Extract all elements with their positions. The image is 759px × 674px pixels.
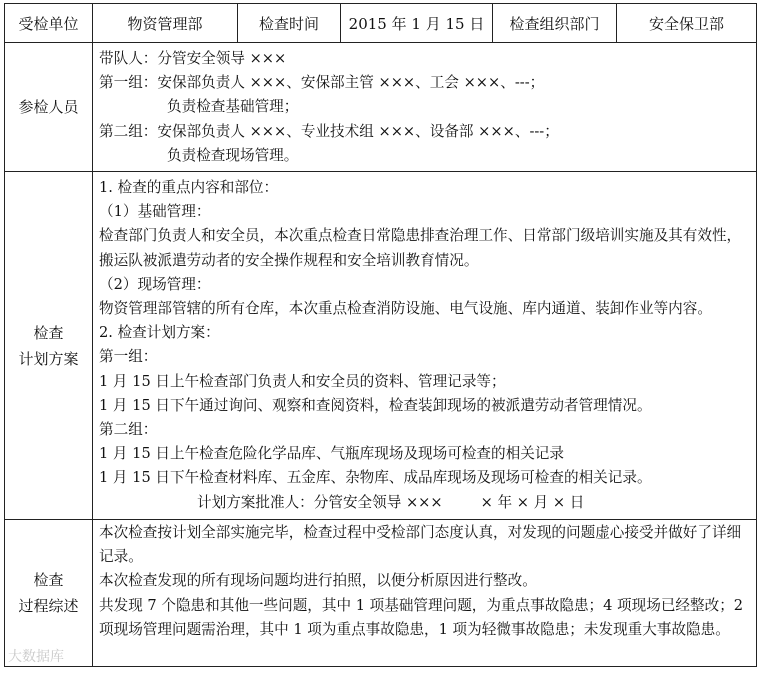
process-content — [93, 520, 757, 667]
participants-group2: 第二组：安保部负责人 ×××、专业技术组 ×××、设备部 ×××、---； — [99, 122, 559, 140]
process-label-line2: 过程综述 — [18, 597, 79, 615]
plan-approval-line — [99, 491, 752, 515]
unit-value: 物资管理部 — [93, 4, 238, 43]
process-paragraph: 本次检查按计划全部实施完毕，检查过程中受检部门态度认真，对发现的问题虚心接受并做好了详细记录。 — [99, 524, 742, 566]
plan-line: 1. 检查的重点内容和部位： — [99, 179, 279, 196]
inspection-record-table — [4, 3, 757, 667]
plan-approver: 计划方案批准人：分管安全领导 ××× — [197, 493, 443, 511]
watermark: 大数据库 — [8, 649, 64, 665]
participants-leader: 带队人：分管安全领导 ××× — [99, 50, 287, 67]
participants-group1: 第一组：安保部负责人 ×××、安保部主管 ×××、工会 ×××、---； — [99, 74, 545, 92]
time-value: 2015 年 1 月 15 日 — [341, 4, 493, 43]
process-paragraph: 共发现 7 个隐患和其他一些问题，其中 1 项基础管理问题，为重点事故隐患；4 项现场已经整改；2 项现场管理问题需治理，其中 1 项为重点事故隐患，1 项为轻微事故隐患；未发现重大事故隐患。 — [99, 596, 744, 638]
process-label — [5, 520, 93, 667]
org-value: 安全保卫部 — [617, 4, 757, 43]
plan-paragraph: 检查部门负责人和安全员，本次重点检查日常隐患排查治理工作、日常部门级培训实施及其有效性，搬运队被派遣劳动者的安全操作规程和安全培训教育情况。 — [99, 227, 742, 269]
plan-line: （2）现场管理： — [99, 275, 211, 293]
process-paragraph: 本次检查发现的所有现场问题均进行拍照，以便分析原因进行整改。 — [99, 572, 537, 590]
plan-line: 1 月 15 日下午通过询问、观察和查阅资料，检查装卸现场的被派遣劳动者管理情况。 — [99, 396, 652, 414]
header-row — [5, 4, 757, 43]
plan-line: 1 月 15 日下午检查材料库、五金库、杂物库、成品库现场及现场可检查的相关记录。 — [99, 469, 652, 487]
plan-content — [93, 172, 757, 520]
plan-line: 1 月 15 日上午检查危险化学品库、气瓶库现场及现场可检查的相关记录 — [99, 445, 564, 463]
plan-approve-date: × 年 × 月 × 日 — [480, 493, 585, 511]
plan-line: 2. 检查计划方案： — [99, 324, 220, 342]
plan-label — [5, 172, 93, 520]
plan-line: 物资管理部管辖的所有仓库，本次重点检查消防设施、电气设施、库内通道、装卸作业等内容。 — [99, 300, 712, 318]
participants-group1-duty: 负责检查基础管理； — [167, 98, 299, 116]
org-label: 检查组织部门 — [493, 4, 617, 43]
participants-content — [93, 43, 757, 172]
time-label: 检查时间 — [238, 4, 341, 43]
plan-line: 第二组： — [99, 421, 158, 439]
unit-label: 受检单位 — [5, 4, 93, 43]
plan-line: （1）基础管理： — [99, 203, 211, 221]
process-row — [5, 520, 757, 667]
participants-label: 参检人员 — [5, 43, 93, 172]
plan-row — [5, 172, 757, 520]
plan-line: 第一组： — [99, 348, 158, 366]
plan-line: 1 月 15 日上午检查部门负责人和安全员的资料、管理记录等； — [99, 372, 506, 390]
plan-label-line1: 检查 — [33, 323, 64, 342]
participants-row — [5, 43, 757, 172]
participants-group2-duty: 负责检查现场管理。 — [167, 146, 299, 164]
process-label-line1: 检查 — [33, 571, 64, 589]
plan-label-line2: 计划方案 — [18, 349, 79, 368]
